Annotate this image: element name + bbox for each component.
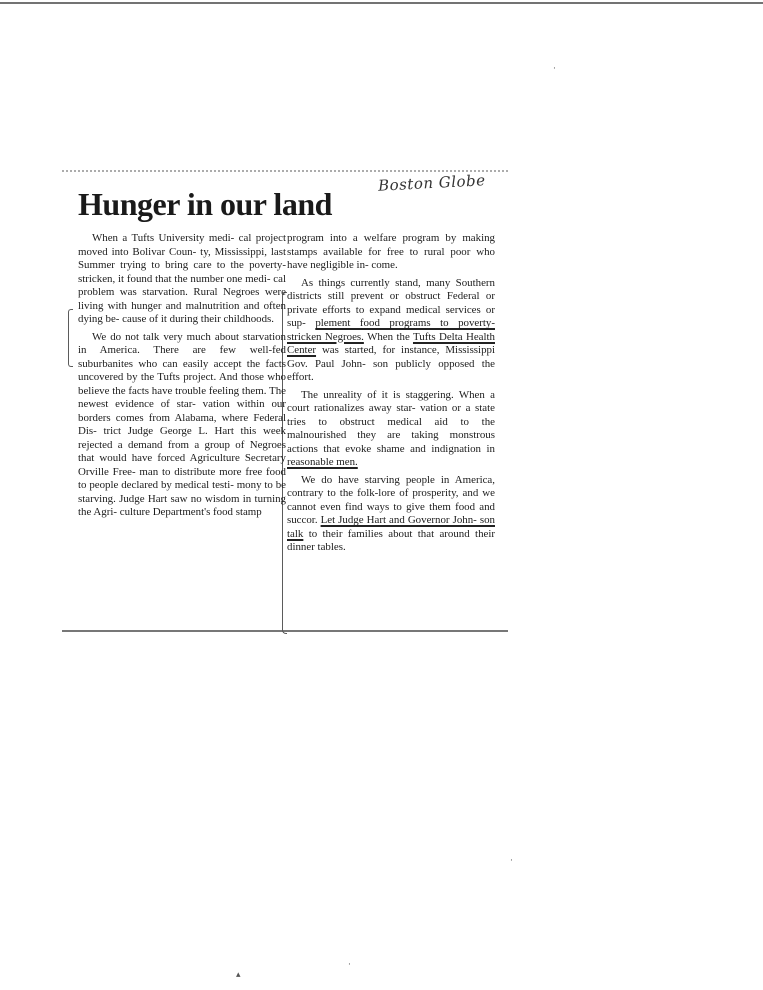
scan-speck: · bbox=[348, 960, 351, 970]
article-paragraph: When a Tufts University medi- cal project moved into Bolivar Coun- ty, Mississippi, last Summer trying to bring care to the poverty-stricken, it found that the number one medi- cal problem was starvation. Rural Negroes were living with hunger and malnutrition and often dying be- cause of it during their childhoods. bbox=[78, 232, 286, 325]
underlined-text: Let Judge Hart and Governor John- son talk bbox=[287, 514, 495, 540]
handwritten-source-note: Boston Globe bbox=[377, 171, 486, 195]
article-paragraph bbox=[287, 474, 495, 555]
article-text: When the bbox=[363, 330, 413, 343]
article-paragraph bbox=[287, 232, 495, 273]
article-text: We do have starving people in America, contrary to the folk-lore of prosperity, and we cannot even find ways to give them food and succor. bbox=[287, 473, 495, 526]
margin-bracket-left bbox=[68, 309, 73, 367]
article-column-left bbox=[78, 232, 286, 524]
article-paragraph: We do not talk very much about starvation in America. There are few well-fed suburbanites who can easily accept the facts uncovered by the Tufts project. And those who believe the facts have trouble feeling them. The newest evidence of star- vation within our borders comes from Alabama, where Federal Dis- trict Judge George L. Hart this week rejected a demand from a group of Negroes that would have forced Agriculture Secretary Orville Free- man to distribute more free food to people declared by medical testi- mony to be starving. Judge Hart saw no wisdom in turning the Agri- culture Department's food stamp bbox=[78, 330, 286, 518]
underlined-text: reasonable men. bbox=[287, 456, 358, 468]
scan-speck: · bbox=[510, 856, 513, 866]
article-text: was started, for instance, Mississippi Gov. Paul John- son publicly opposed the effort. bbox=[287, 344, 495, 383]
newspaper-clipping bbox=[62, 168, 508, 636]
article-text: program into a welfare program by making stamps available for free to rural poor who have negligible in- come. bbox=[287, 232, 495, 271]
top-scan-edge bbox=[0, 2, 763, 4]
article-text: to their families about that around their dinner tables. bbox=[287, 527, 495, 553]
underlined-text: plement food programs to poverty- stricken Negroes. bbox=[287, 317, 495, 343]
article-paragraph bbox=[287, 277, 495, 385]
article-text: The unreality of it is staggering. When a court rationalizes away star- vation or a state tries to obstruct medical aid to the malnourished they are taking monstrous actions that evoke shame and indignation in bbox=[287, 388, 495, 455]
underlined-text: Tufts Delta Health Center bbox=[287, 330, 495, 356]
scan-speck: · bbox=[553, 64, 556, 74]
article-column-right bbox=[287, 232, 495, 559]
headline: Hunger in our land bbox=[78, 186, 332, 222]
clipping-bottom-edge bbox=[62, 630, 508, 632]
scan-speck: ▴ bbox=[236, 970, 241, 980]
article-paragraph bbox=[287, 389, 495, 470]
article-text: As things currently stand, many Southern districts still prevent or obstruct Federal or private efforts to expand medical services or sup- bbox=[287, 276, 495, 329]
